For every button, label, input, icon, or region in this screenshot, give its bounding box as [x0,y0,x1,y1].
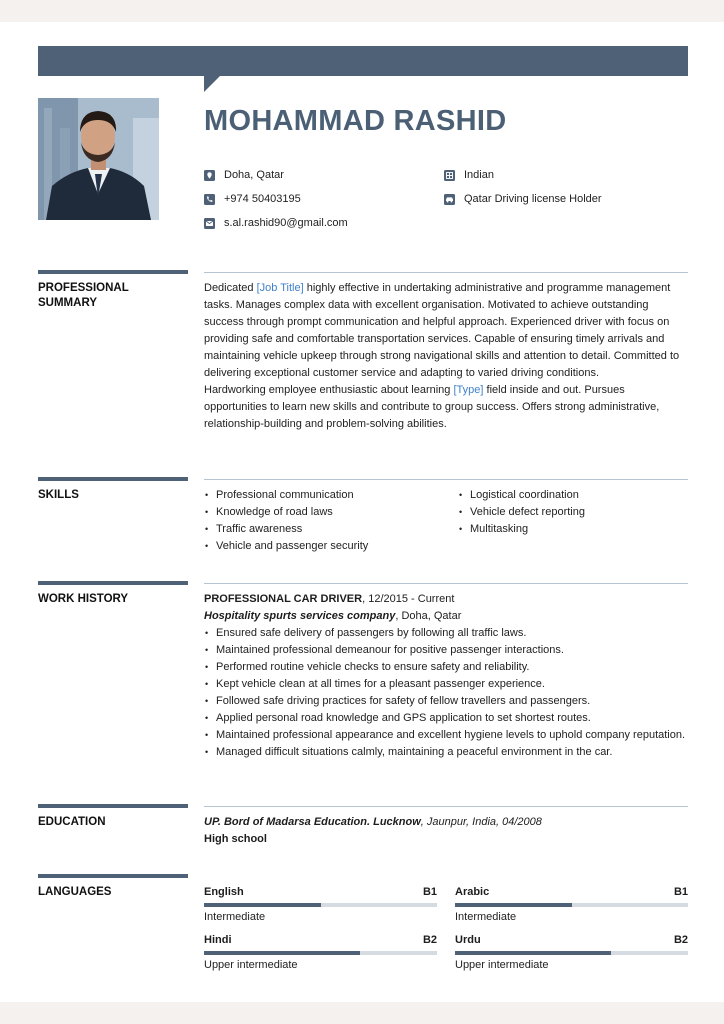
phone-text: +974 50403195 [224,193,301,205]
contact-email[interactable] [204,217,348,229]
list-item: • Performed routine vehicle checks to ensure safety and reliability. [204,659,688,676]
language-name: English [204,886,244,898]
list-item: • Followed safe driving practices for safety of fellow travellers and passengers. [204,693,688,710]
location-text: Doha, Qatar [224,169,284,181]
banner-pointer [204,76,220,92]
header-banner [38,46,688,76]
section-accent-bar [38,874,188,878]
summary-paragraph-2: Hardworking employee enthusiastic about learning [Type] field inside and out. Pursues opportunities to learn new skills and contribute to group success. Offers strong administrative, relationship-building and problem-solving abilities. [204,384,660,430]
list-item: • Maintained professional demeanour for positive passenger interactions. [204,642,688,659]
email-icon [204,218,215,229]
language-urdu [455,933,688,972]
flag-icon [444,170,455,181]
company-name: Hospitality spurts services company [204,610,396,622]
list-item: • Logistical coordination [458,487,688,504]
section-divider [204,806,688,807]
language-level: Upper intermediate [455,959,549,971]
language-level: Intermediate [204,911,266,923]
list-item: • Ensured safe delivery of passengers by following all traffic laws. [204,625,688,642]
work-bullets [204,625,688,761]
language-level-bar [455,951,688,955]
list-item: • Vehicle and passenger security [204,538,434,555]
language-level-bar [204,903,437,907]
summary-text [204,280,688,433]
list-item: • Professional communication [204,487,434,504]
education-heading: EDUCATION [38,816,106,828]
language-level-fill [204,903,321,907]
list-item: • Traffic awareness [204,521,434,538]
section-accent-bar [38,581,188,585]
company-location: , Doha, Qatar [395,610,462,622]
institution-name: UP. Bord of Madarsa Education. Lucknow [204,816,421,828]
job-dates: , 12/2015 - Current [362,593,455,605]
section-divider [204,583,688,584]
candidate-name: MOHAMMAD RASHID [204,105,507,137]
language-level-bar [455,903,688,907]
language-level: Upper intermediate [204,959,298,971]
job-title-line [204,591,454,608]
language-level-fill [455,903,572,907]
resume-page [0,22,724,1002]
license-text: Qatar Driving license Holder [464,193,602,205]
language-name: Hindi [204,934,232,946]
placeholder-type: [Type] [453,384,484,396]
education-degree: High school [204,833,267,845]
list-item: • Managed difficult situations calmly, maintaining a peaceful environment in the car. [204,744,688,761]
list-item: • Kept vehicle clean at all times for a pleasant passenger experience. [204,676,688,693]
language-english [204,885,437,924]
language-level-fill [455,951,611,955]
car-icon [444,194,455,205]
education-institution-line [204,814,542,831]
contact-nationality [444,169,494,181]
placeholder-job-title: [Job Title] [256,282,304,294]
list-item: • Multitasking [458,521,688,538]
language-name: Arabic [455,886,490,898]
work-heading: WORK HISTORY [38,593,129,605]
skills-list-right [458,487,688,538]
language-code: B2 [673,934,688,946]
institution-location-date: , Jaunpur, India, 04/2008 [420,816,542,828]
profile-photo [38,98,159,220]
language-hindi [204,933,437,972]
contact-location [204,169,284,181]
language-name: Urdu [455,934,481,946]
phone-icon [204,194,215,205]
location-pin-icon [204,170,215,181]
summary-heading: PROFESSIONAL SUMMARY [38,282,129,309]
section-divider [204,272,688,273]
list-item: • Maintained professional appearance and excellent hygiene levels to uphold company reputation. [204,727,688,744]
nationality-text: Indian [464,169,494,181]
language-code: B1 [673,886,688,898]
language-arabic [455,885,688,924]
contact-phone [204,193,301,205]
language-code: B2 [422,934,437,946]
list-item: • Applied personal road knowledge and GPS application to set shortest routes. [204,710,688,727]
list-item: • Vehicle defect reporting [458,504,688,521]
section-divider [204,479,688,480]
contact-license [444,193,602,205]
list-item: • Knowledge of road laws [204,504,434,521]
language-level-bar [204,951,437,955]
section-accent-bar [38,270,188,274]
section-accent-bar [38,804,188,808]
job-title: PROFESSIONAL CAR DRIVER [204,593,363,605]
company-line [204,608,461,625]
languages-heading: LANGUAGES [38,886,112,898]
email-text[interactable]: s.al.rashid90@gmail.com [224,217,348,229]
summary-paragraph-1: Dedicated [Job Title] highly effective in undertaking administrative and programme management tasks. Manages complex data with excellent organisation. Motivated to achieve outstanding success through prompt communication and helpful approach. Experienced driver with focus on providing safe and comfortable transportation services. Capable of ensuring timely arrivals and maintaining vehicle upkeep through strong navigational skills and attention to detail. Committed to delivering exceptional customer service and adapting to varied driving conditions. [204,282,680,379]
language-code: B1 [422,886,437,898]
section-accent-bar [38,477,188,481]
language-level: Intermediate [455,911,517,923]
skills-list-left [204,487,434,555]
skills-heading: SKILLS [38,489,79,501]
language-level-fill [204,951,360,955]
